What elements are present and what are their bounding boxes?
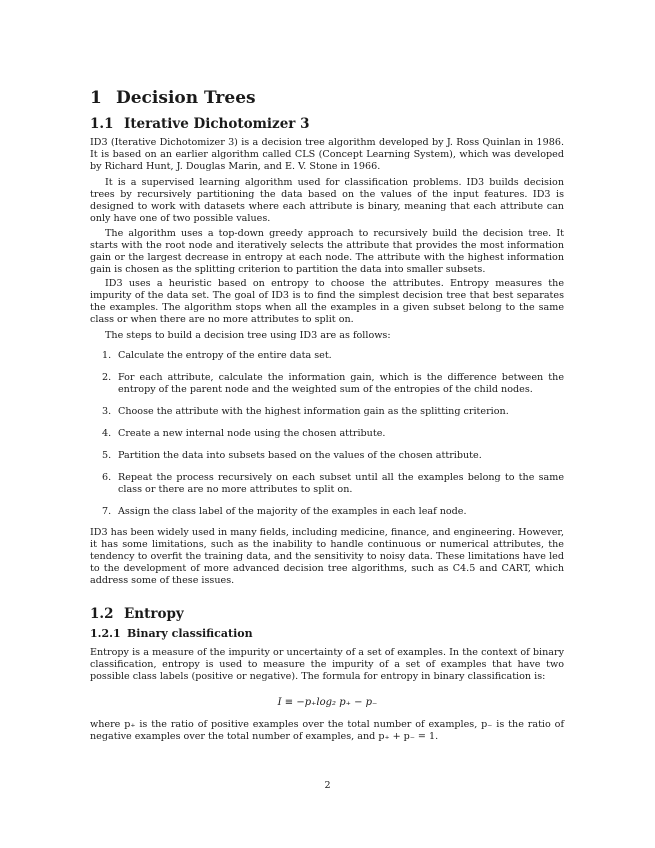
list-item-number: 4. <box>102 428 112 439</box>
list-item-text: Repeat the process recursively on each subset until all the examples belong to the same class or there are no more attributes to split on. <box>118 472 564 495</box>
list-item <box>90 450 564 462</box>
list-item <box>90 506 564 518</box>
subsubsection-heading-binary <box>90 627 564 641</box>
subsection-heading-entropy <box>90 606 564 622</box>
subsection-number: 1.2 <box>90 606 114 622</box>
list-item-text: Choose the attribute with the highest information gain as the splitting criterion. <box>118 406 509 417</box>
paragraph-entropy-intro: Entropy is a measure of the impurity or uncertainty of a set of examples. In the context of binary classification, entropy is used to measure the impurity of a set of examples that have two possible class labels (positive or negative). The formula for entropy in binary classification is: <box>90 647 564 682</box>
list-item-number: 1. <box>102 350 112 361</box>
list-item-number: 2. <box>102 372 112 383</box>
paragraph-steps-intro: The steps to build a decision tree using ID3 are as follows: <box>105 330 391 341</box>
subsection-title: Iterative Dichotomizer 3 <box>124 116 310 132</box>
list-item <box>90 372 564 396</box>
list-item-text: Partition the data into subsets based on the values of the chosen attribute. <box>118 450 482 461</box>
list-item-text: Create a new internal node using the chosen attribute. <box>118 428 386 439</box>
subsection-title: Entropy <box>124 606 184 622</box>
list-item <box>90 406 564 418</box>
paragraph-id3-limitations: ID3 has been widely used in many fields, including medicine, finance, and engineering. However, it has some limitations, such as the inability to handle continuous or numerical attributes, the tendency to overfit the training data, and the sensitivity to noisy data. These limitations have led to the development of more advanced decision tree algorithms, such as C4.5 and CART, which address some of these issues. <box>90 527 564 586</box>
list-item-number: 5. <box>102 450 112 461</box>
list-item <box>90 428 564 440</box>
paragraph-id3-intro: ID3 (Iterative Dichotomizer 3) is a decision tree algorithm developed by J. Ross Quinlan in 1986. It is based on an earlier algorithm called CLS (Concept Learning System), which was developed by Richard Hunt, J. Douglas Marin, and E. V. Stone in 1966. <box>90 137 564 172</box>
list-item-text: Calculate the entropy of the entire data set. <box>118 350 332 361</box>
paragraph-id3-heuristic: ID3 uses a heuristic based on entropy to choose the attributes. Entropy measures the impurity of the data set. The goal of ID3 is to find the simplest decision tree that best separates the examples. The algorithm stops when all the examples in a given subset belong to the same class or when there are no more attributes to split on. <box>90 278 564 325</box>
section-heading-decision-trees <box>90 88 564 108</box>
paragraph-id3-supervised: It is a supervised learning algorithm used for classification problems. ID3 builds decision trees by recursively partitioning the data based on the values of the input features. ID3 is designed to work with datasets where each attribute is binary, meaning that each attribute can only have one of two possible values. <box>90 177 564 224</box>
entropy-formula: I ≡ −p₊log₂ p₊ − p₋ <box>277 697 378 708</box>
paragraph-entropy-definitions: where p₊ is the ratio of positive examples over the total number of examples, p₋ is the ratio of negative examples over the total number of examples, and p₊ + p₋ = 1. <box>90 719 564 742</box>
id3-steps-list <box>90 350 564 528</box>
list-item-number: 6. <box>102 472 112 483</box>
subsubsection-title: Binary classification <box>127 627 253 640</box>
list-item-number: 7. <box>102 506 112 517</box>
page-number: 2 <box>324 780 331 791</box>
subsection-heading-id3 <box>90 116 564 132</box>
subsubsection-number: 1.2.1 <box>90 627 121 640</box>
subsection-number: 1.1 <box>90 116 114 132</box>
list-item-text: Assign the class label of the majority of the examples in each leaf node. <box>118 506 467 517</box>
list-item <box>90 350 564 362</box>
list-item-number: 3. <box>102 406 112 417</box>
list-item-text: For each attribute, calculate the information gain, which is the difference between the entropy of the parent node and the weighted sum of the entropies of the child nodes. <box>118 372 564 395</box>
section-number: 1 <box>90 88 102 108</box>
section-title: Decision Trees <box>116 88 256 108</box>
list-item <box>90 472 564 496</box>
paragraph-id3-greedy: The algorithm uses a top-down greedy approach to recursively build the decision tree. It starts with the root node and iteratively selects the attribute that provides the most information gain or the largest decrease in entropy at each node. The attribute with the highest information gain is chosen as the splitting criterion to partition the data into smaller subsets. <box>90 228 564 275</box>
